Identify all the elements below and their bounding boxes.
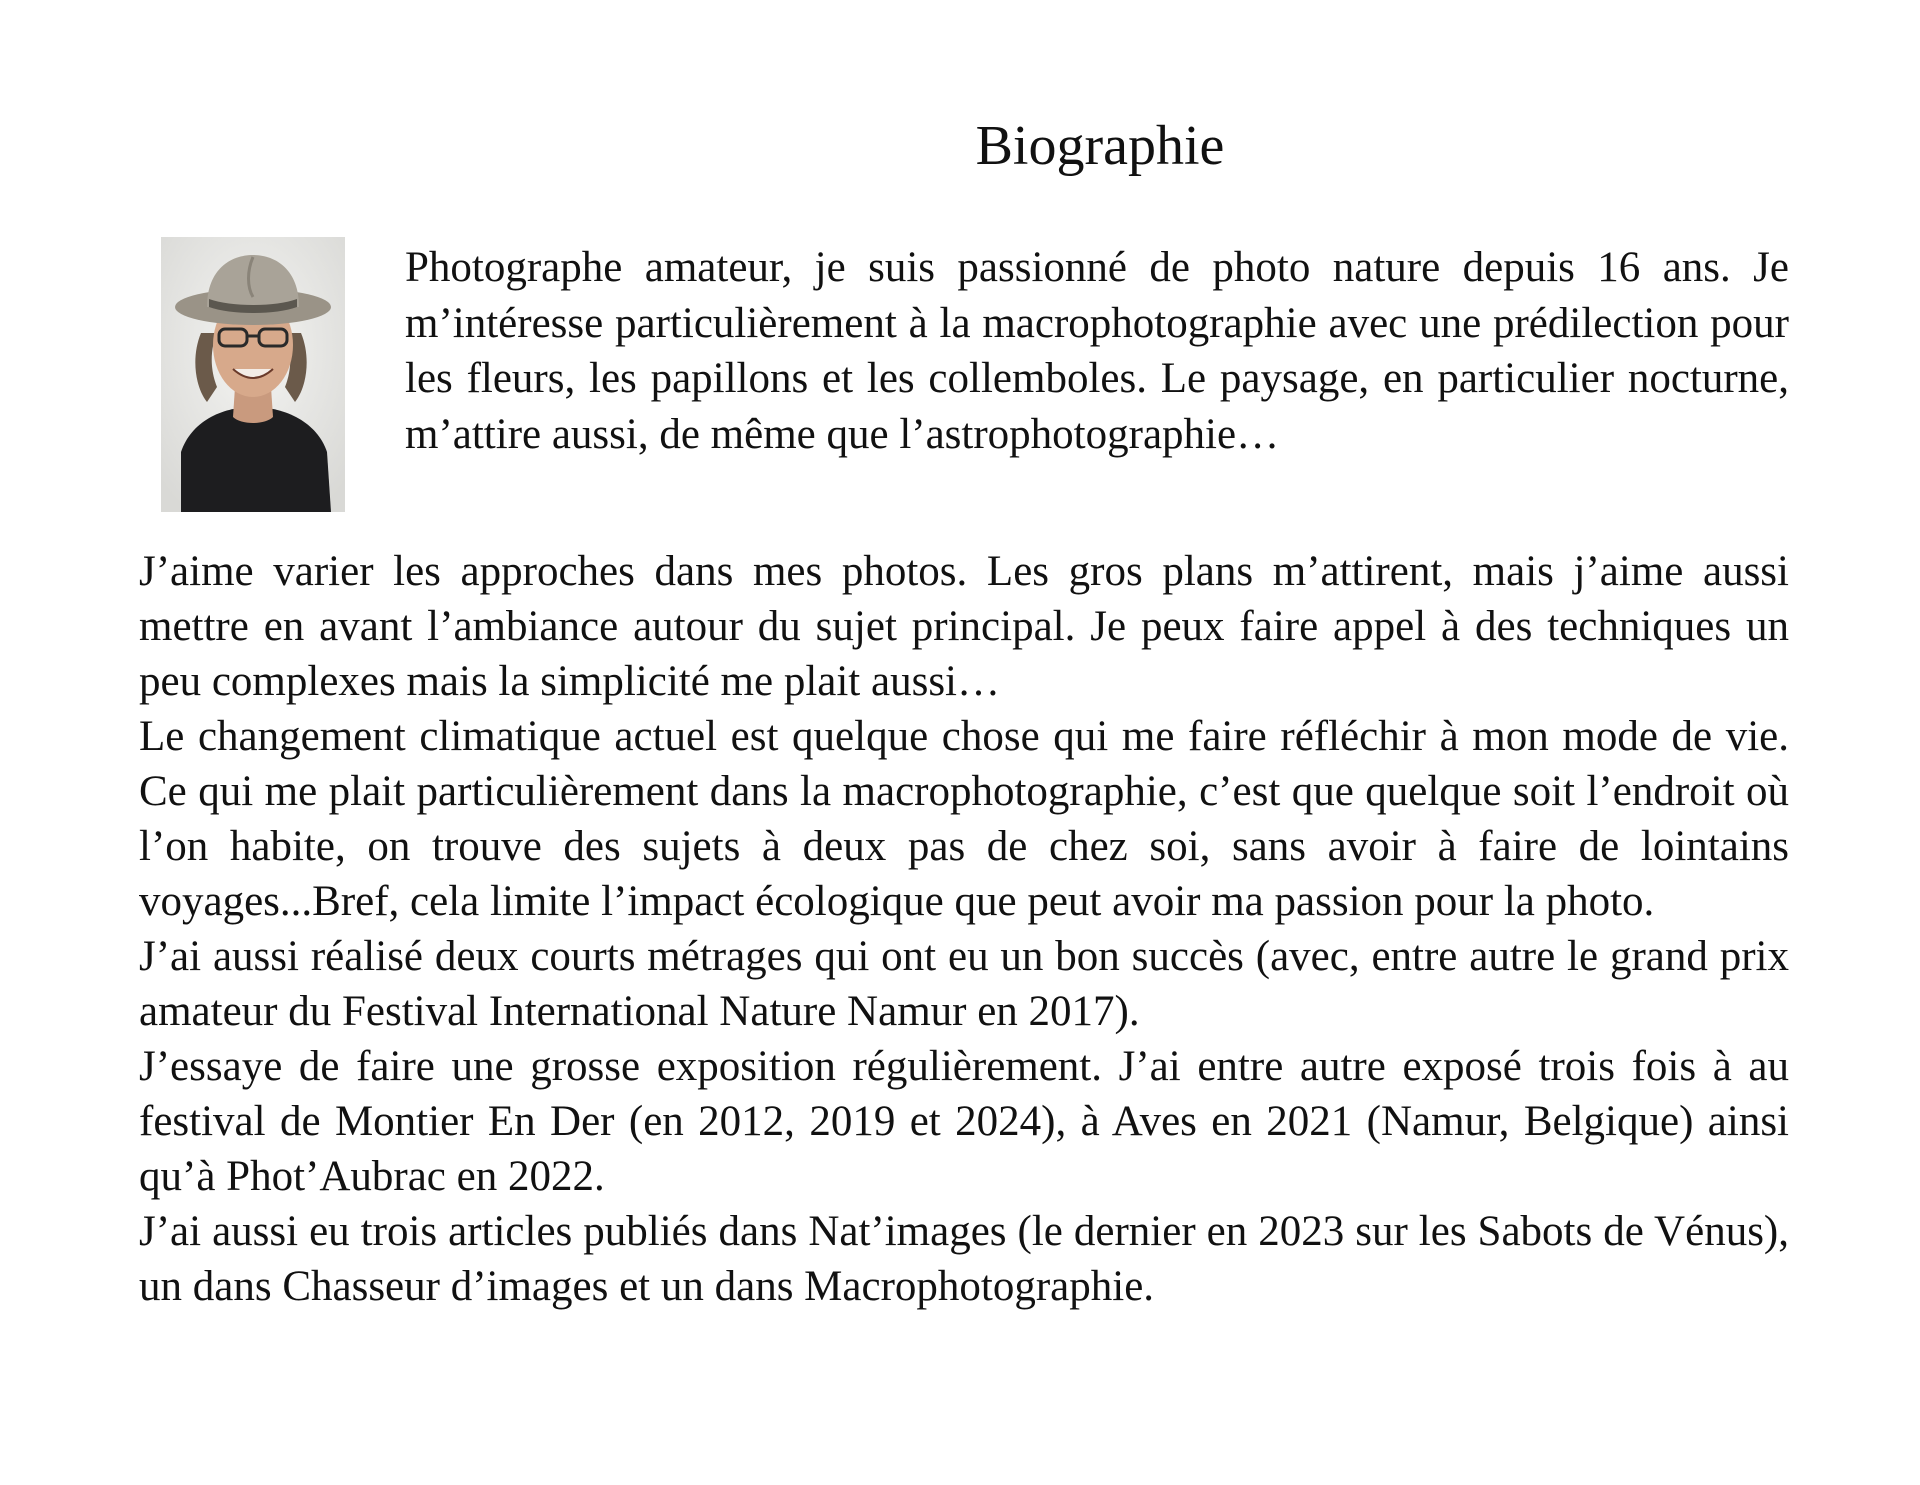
paragraph-approaches: J’aime varier les approches dans mes photos. Les gros plans m’attirent, mais j’aime aussi mettre en avant l’ambiance autour du sujet principal. Je peux faire appel à des techniques un peu complexes mais la simplicité me plait aussi… bbox=[139, 548, 1789, 705]
author-portrait bbox=[161, 237, 345, 512]
paragraph-films: J’ai aussi réalisé deux courts métrages qui ont eu un bon succès (avec, entre autre le grand prix amateur du Festival International Nature Namur en 2017). bbox=[139, 933, 1789, 1035]
paragraph-exhibitions: J’essaye de faire une grosse exposition régulièrement. J’ai entre autre exposé trois fois à au festival de Montier En Der (en 2012, 2019 et 2024), à Aves en 2021 (Namur, Belgique) ainsi qu’à Phot’Aubrac en 2022. bbox=[139, 1043, 1789, 1200]
page-title: Biographie bbox=[975, 115, 1225, 177]
paragraph-climate: Le changement climatique actuel est quelque chose qui me faire réfléchir à mon mode de vie. Ce qui me plait particulièrement dans la macrophotographie, c’est que quelque soit l’endroit où l’on habite, on trouve des sujets à deux pas de chez soi, sans avoir à faire de lointains voyages...Bref, cela limite l’impact écologique que peut avoir ma passion pour la photo. bbox=[139, 713, 1789, 925]
paragraph-articles: J’ai aussi eu trois articles publiés dans Nat’images (le dernier en 2023 sur les Sabots de Vénus), un dans Chasseur d’images et un dans Macrophotographie. bbox=[139, 1208, 1789, 1310]
biography-body bbox=[139, 544, 1789, 1314]
intro-paragraph: Photographe amateur, je suis passionné de photo nature depuis 16 ans. Je m’intéresse particulièrement à la macrophotographie avec une prédilection pour les fleurs, les papillons et les collemboles. Le paysage, en particulier nocturne, m’attire aussi, de même que l’astrophotographie… bbox=[405, 244, 1789, 458]
